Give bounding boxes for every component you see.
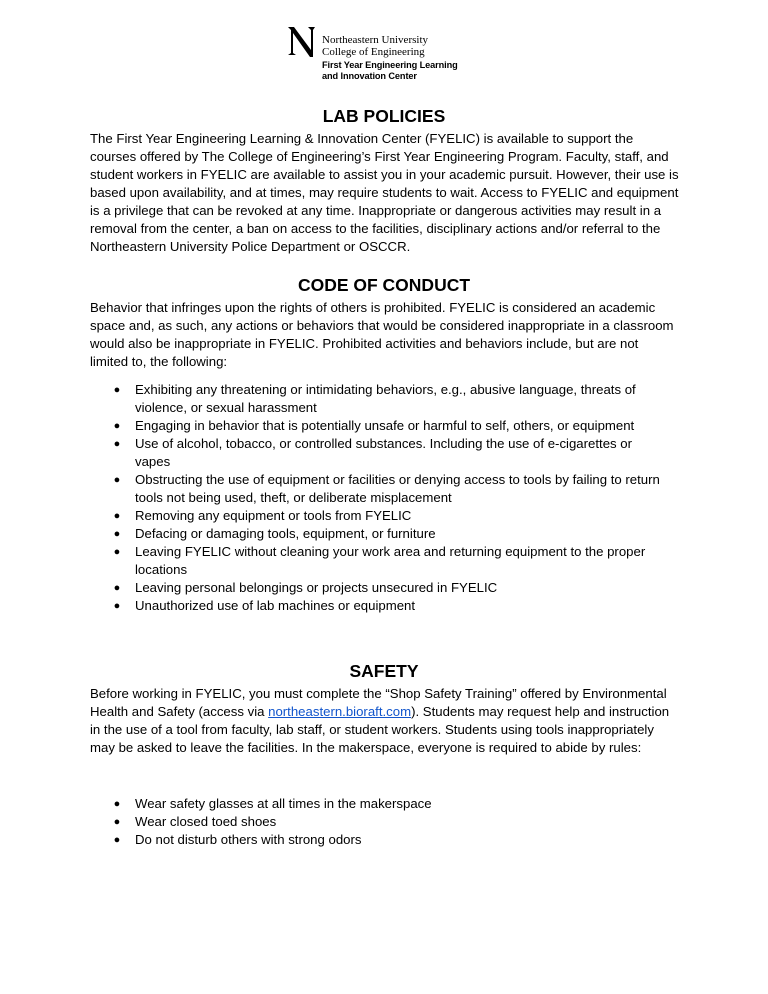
logo-center-line2: and Innovation Center [322,71,417,81]
list-item [110,381,670,417]
list-item-text: Removing any equipment or tools from FYELIC [135,508,412,523]
list-item-text: Obstructing the use of equipment or facilities or denying access to tools by failing to return tools not being used, theft, or deliberate misplacement [135,472,660,505]
safety-rules-list [110,795,670,849]
prohibited-behaviors-list [110,381,670,615]
list-item-text: Leaving personal belongings or projects unsecured in FYELIC [135,580,498,595]
list-item [110,813,670,831]
list-item-text: Leaving FYELIC without cleaning your work area and returning equipment to the proper locations [135,544,646,577]
list-item [110,795,670,813]
list-item [110,543,670,579]
logo-center-line1: First Year Engineering Learning [322,60,458,70]
logo-text [322,34,458,82]
bullet-icon: ● [113,420,121,432]
list-item [110,471,670,507]
list-item [110,579,670,597]
bullet-icon: ● [113,834,121,846]
lab-policies-paragraph: The First Year Engineering Learning & Innovation Center (FYELIC) is available to support the courses offered by The College of Engineering’s First Year Engineering Program. Faculty, staff, and student workers in FYELIC are available to assist you in your academic pursuit. However, their use is based upon availability, and at times, may require students to wait. Access to FYELIC and equipment is a privilege that can be revoked at any time. Inappropriate or dangerous activities may result in a removal from the center, a ban on access to the facilities, disciplinary actions and/or referral to the Northeastern University Police Department or OSCCR. [90,131,679,254]
bullet-icon: ● [113,384,121,396]
bullet-icon: ● [113,474,121,486]
list-item-text: Wear closed toed shoes [135,814,277,829]
bullet-icon: ● [113,438,121,450]
bullet-icon: ● [113,510,121,522]
northeastern-logo [286,22,458,84]
list-item-text: Do not disturb others with strong odors [135,832,362,847]
bullet-icon: ● [113,582,121,594]
bioraft-link[interactable]: northeastern.bioraft.com [268,704,412,719]
safety-heading: SAFETY [349,661,419,681]
list-item-text: Use of alcohol, tobacco, or controlled substances. Including the use of e-cigarettes or vapes [135,436,633,469]
northeastern-n-logo-icon [286,24,320,58]
list-item-text: Engaging in behavior that is potentially unsafe or harmful to self, others, or equipment [135,418,635,433]
lab-policies-heading: LAB POLICIES [322,106,446,126]
list-item [110,435,670,471]
list-item-text: Wear safety glasses at all times in the makerspace [135,796,432,811]
bullet-icon: ● [113,528,121,540]
list-item-text: Exhibiting any threatening or intimidating behaviors, e.g., abusive language, threats of violence, or sexual harassment [135,382,636,415]
list-item-text: Unauthorized use of lab machines or equipment [135,598,416,613]
bullet-icon: ● [113,798,121,810]
list-item [110,417,670,435]
bullet-icon: ● [113,816,121,828]
list-item [110,507,670,525]
list-item [110,597,670,615]
bullet-icon: ● [113,600,121,612]
list-item [110,525,670,543]
safety-paragraph [90,685,680,757]
list-item-text: Defacing or damaging tools, equipment, or furniture [135,526,436,541]
bullet-icon: ● [113,546,121,558]
logo-college: College of Engineering [322,46,425,58]
logo-university: Northeastern University [322,34,428,46]
code-of-conduct-heading: CODE OF CONDUCT [297,275,471,295]
code-of-conduct-paragraph: Behavior that infringes upon the rights of others is prohibited. FYELIC is considered an academic space and, as such, any actions or behaviors that would be considered inappropriate in a classroom would also be inappropriate in FYELIC. Prohibited activities and behaviors include, but are not limited to, the following: [90,300,674,369]
list-item [110,831,670,849]
safety-text-before-link: Before working in FYELIC, you must complete the “Shop Safety Training” offered by Environmental Health and Safety (access via [90,686,667,719]
safety-text-after-link: ). Students may request help and instruction in the use of a tool from faculty, lab staff, or student workers. Students using tools inappropriately may be asked to leave the facilities. In the makerspace, everyone is required to abide by rules: [90,704,670,755]
